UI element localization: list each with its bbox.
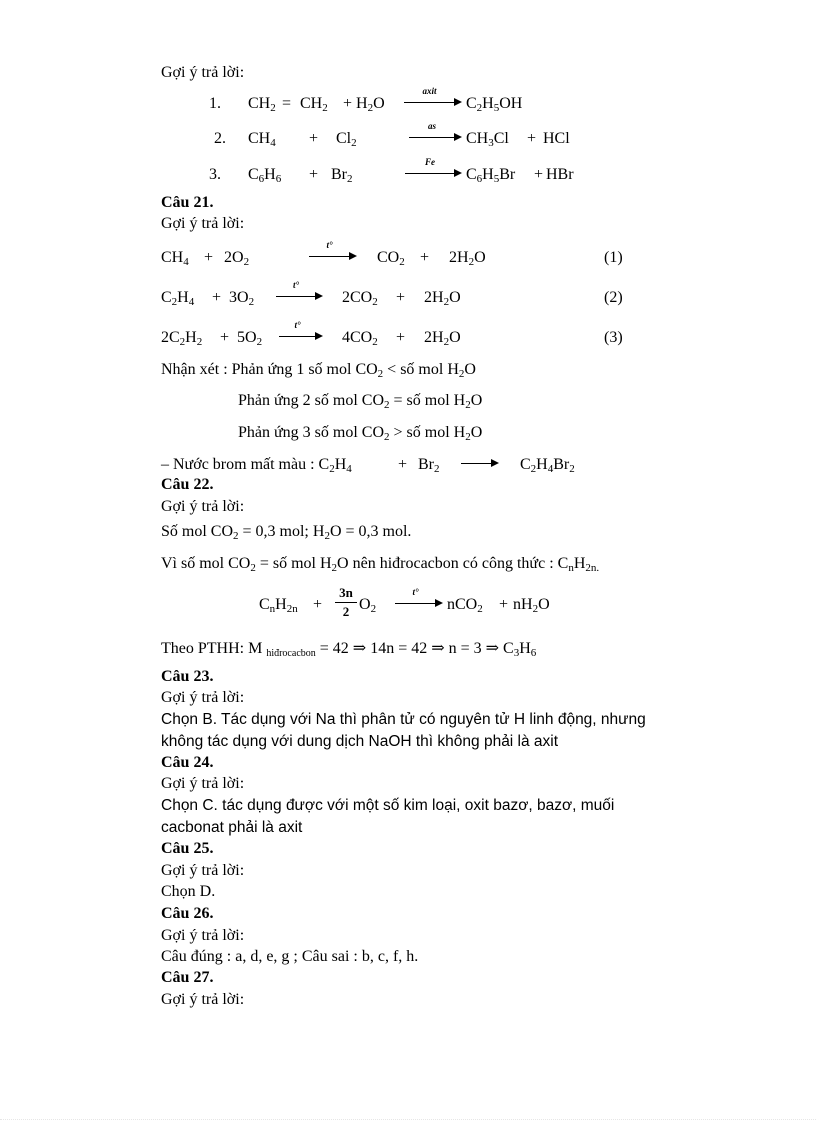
reactant: $CH_4$ [248,130,276,149]
equation-tag: (2) [604,289,623,306]
question-27-title: Câu 27. [161,969,214,986]
product: $CH_3Cl$ [466,130,509,149]
product: $CO_2$ [377,249,405,268]
plus-sign: + [396,289,406,306]
plus-sign: + [343,95,353,112]
product: $C_2H_5OH$ [466,95,523,114]
hint-label: Gợi ý trả lời: [161,64,245,81]
product: $2H_2O$ [424,289,461,308]
plus-sign: + [309,166,319,183]
plus-sign: + [398,456,408,473]
equation-number: 3. [209,166,221,183]
plus-sign: + [212,289,222,306]
question-23-answer-line-1: Chọn B. Tác dụng với Na thì phân tử có nguyên tử H linh động, nhưng [161,711,646,728]
question-26-hint: Gợi ý trả lời: [161,927,245,944]
equation-number: 1. [209,95,221,112]
plus-sign: + [313,596,323,613]
question-23-title: Câu 23. [161,668,214,685]
reactant: $5O_2$ [237,329,263,348]
reaction-arrow [461,457,499,467]
equation-number: 2. [214,130,226,147]
question-24-hint: Gợi ý trả lời: [161,775,245,792]
remark-line-2: Phản ứng 2 số mol $CO_2$ = số mol $H_2O$ [238,392,483,411]
question-25-answer: Chọn D. [161,883,216,900]
reactant: $C_2H_4$ [161,289,195,308]
product: $4CO_2$ [342,329,378,348]
equation-tag: (3) [604,329,623,346]
question-24-answer-line-1: Chọn C. tác dụng được với một số kim loại, oxit bazơ, bazơ, muối [161,797,615,814]
product: $2H_2O$ [424,329,461,348]
reactant: $Br_2$ [331,166,353,185]
question-25-title: Câu 25. [161,840,214,857]
product: $nH_2O$ [513,596,550,615]
reactant: $C_nH_{2n}$ [259,596,298,615]
reactant: $Cl_2$ [336,130,357,149]
plus-sign: + [220,329,230,346]
question-23-answer-line-2: không tác dụng với dung dịch NaOH thì không phải là axit [161,733,559,750]
product: nCO$_2$ [447,596,483,615]
reaction-condition: Fe [425,157,435,167]
product: $C_6H_5Br$ [466,166,516,185]
reactant: $2O_2$ [224,249,250,268]
reaction-arrow [409,121,462,141]
product: HBr [546,166,574,183]
molar-mass-line: Theo PTHH: M $_{hiđrocacbon}$ = 42 ⇒ 14n = 42 ⇒ n = 3 ⇒ $C_3H_6$ [161,640,537,659]
question-26-answer: Câu đúng : a, d, e, g ; Câu sai : b, c, f, h. [161,948,419,965]
product: $2CO_2$ [342,289,378,308]
question-21-hint: Gợi ý trả lời: [161,215,245,232]
plus-sign: + [499,596,509,613]
fraction-coefficient: $\frac{3n}{2}$ [335,585,357,619]
reactant: $CH_2$ [300,95,328,114]
heat-condition: t° [292,280,300,290]
reactant: $Br_2$ [418,456,440,475]
plus-sign: + [534,166,544,183]
reaction-condition: axit [422,86,437,96]
plus-sign: + [309,130,319,147]
question-22-line-2: Vì số mol $CO_2$ = số mol $H_2O$ nên hiđrocacbon có công thức : $C_nH_{2n.}$ [161,555,600,574]
reactant: $C_6H_6$ [248,166,282,185]
plus-sign: + [420,249,430,266]
reaction-arrow [404,86,462,106]
plus-sign: + [527,130,537,147]
reactant: $3O_2$ [229,289,255,308]
reaction-condition: as [427,121,436,131]
heat-condition: t° [412,587,419,597]
question-22-line-1: Số mol $CO_2 = 0,3$ mol; $H_2O = 0,3$ mol. [161,523,412,542]
product: $C_2H_4Br_2$ [520,456,575,475]
reactant: $CH_2$ [248,95,276,114]
question-24-answer-line-2: cacbonat phải là axit [161,819,303,836]
plus-sign: + [396,329,406,346]
plus-sign: + [204,249,214,266]
equation-tag: (1) [604,249,623,266]
product: HCl [543,130,570,147]
question-25-hint: Gợi ý trả lời: [161,862,245,879]
reactant: $CH_4$ [161,249,189,268]
question-22-hint: Gợi ý trả lời: [161,498,245,515]
heat-condition: t° [326,240,333,250]
reaction-arrow [276,280,323,300]
question-27-hint: Gợi ý trả lời: [161,991,245,1008]
question-24-title: Câu 24. [161,754,214,771]
bromine-text: – Nước brom mất màu : $C_2H_4$ [161,456,352,475]
reactant: $H_2O$ [356,95,385,114]
reactant: $2C_2H_2$ [161,329,203,348]
heat-condition: t° [294,320,301,330]
product: $2H_2O$ [449,249,486,268]
remark-line-1: Nhận xét : Phản ứng 1 số mol $CO_2$ < số mol $H_2O$ [161,361,476,380]
reaction-arrow [405,157,462,177]
reactant: $O_2$ [359,596,377,615]
question-21-title: Câu 21. [161,194,214,211]
page-bottom-border [0,1119,816,1120]
question-22-title: Câu 22. [161,476,214,493]
remark-line-3: Phản ứng 3 số mol $CO_2$ > số mol $H_2O$ [238,424,483,443]
reaction-arrow [309,240,357,260]
equals-sign: = [282,95,292,112]
question-26-title: Câu 26. [161,905,214,922]
question-23-hint: Gợi ý trả lời: [161,689,245,706]
reaction-arrow [395,587,443,607]
reaction-arrow [279,320,323,340]
